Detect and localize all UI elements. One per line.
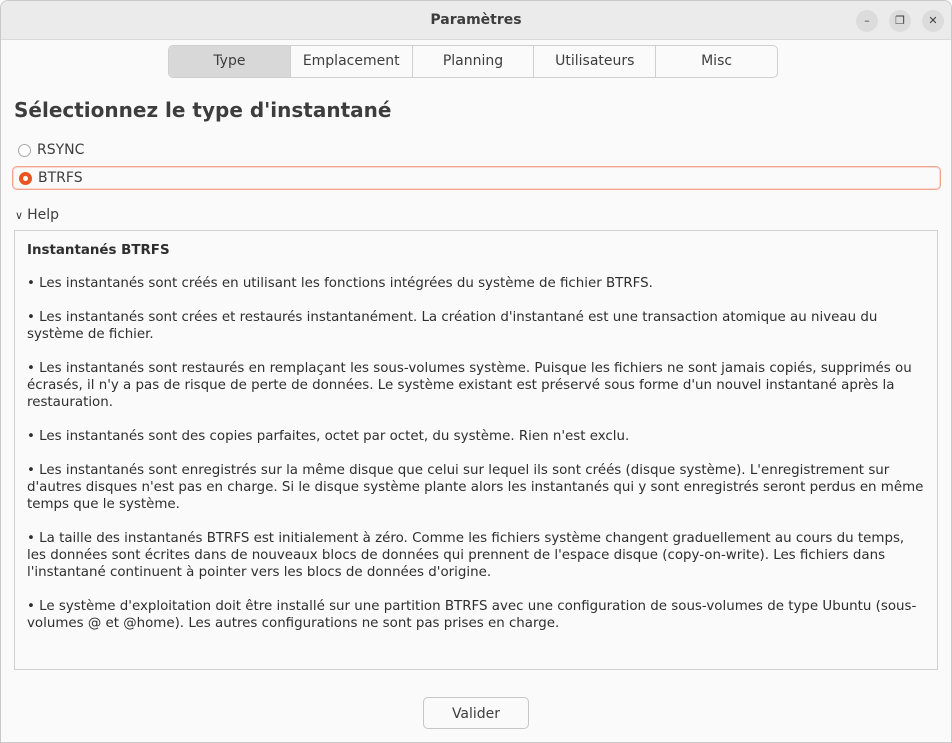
tab-utilisateurs[interactable]: Utilisateurs [534,46,656,77]
maximize-button[interactable] [889,10,911,32]
minimize-button[interactable] [856,10,878,32]
window-title: Paramètres [430,12,522,28]
help-expander[interactable] [15,207,59,223]
validate-button[interactable]: Valider [423,697,529,729]
help-paragraph: • Le système d'exploitation doit être installé sur une partition BTRFS avec une configuration de sous-volumes de type Ubuntu (sous-volumes @ et @home). Les autres configurations ne sont pas prises en charge. [27,599,917,631]
tab-bar [168,45,778,78]
help-paragraph: • Les instantanés sont crées et restaurés instantanément. La création d'instantané est une transaction atomique au niveau du système de fichier. [27,310,878,342]
close-button[interactable] [922,10,944,32]
radio-label-rsync: RSYNC [37,142,85,158]
radio-btrfs[interactable] [12,166,941,190]
help-paragraph: • Les instantanés sont enregistrés sur la même disque que celui sur lequel ils sont créés (disque système). L'enregistrement sur d'autres disques n'est pas en charge. Si le disque système plante alors les instantanés qui y sont enregistrés seront perdus en même temps que le système. [27,463,924,512]
close-icon: ✕ [928,14,938,27]
radio-button-rsync[interactable] [18,144,31,157]
help-expander-label: Help [27,207,59,223]
help-paragraph: • Les instantanés sont créés en utilisant les fonctions intégrées du système de fichier BTRFS. [27,276,653,291]
tab-type[interactable]: Type [169,46,291,77]
radio-button-btrfs[interactable] [19,172,32,185]
help-paragraph: • Les instantanés sont restaurés en remplaçant les sous-volumes système. Puisque les fichiers ne sont jamais copiés, supprimés ou écrasés, il n'y a pas de risque de perte de données. Le système existant est préservé sous forme d'un nouvel instantané après la restauration. [27,361,912,410]
maximize-icon: ❐ [895,14,905,27]
tab-emplacement[interactable]: Emplacement [291,46,413,77]
help-paragraph: • Les instantanés sont des copies parfaites, octet par octet, du système. Rien n'est exclu. [27,429,630,444]
tab-misc[interactable]: Misc [701,53,733,69]
title-bar [1,1,951,40]
tab-planning[interactable]: Planning [413,46,535,77]
help-paragraph: • La taille des instantanés BTRFS est initialement à zéro. Comme les fichiers système changent graduellement au cours du temps, les données sont écrites dans de nouveaux blocs de données qui prennent de l'espace disque (copy-on-write). Les fichiers dans l'instantané continuent à pointer vers les blocs de données d'origine. [27,531,905,580]
help-title: Instantanés BTRFS [27,243,170,258]
help-text-area [14,230,938,670]
page-title: Sélectionnez le type d'instantané [14,98,392,122]
chevron-down-icon: ∨ [15,208,24,222]
radio-rsync[interactable] [12,139,939,161]
radio-label-btrfs: BTRFS [38,170,83,186]
minimize-icon: – [864,14,870,27]
